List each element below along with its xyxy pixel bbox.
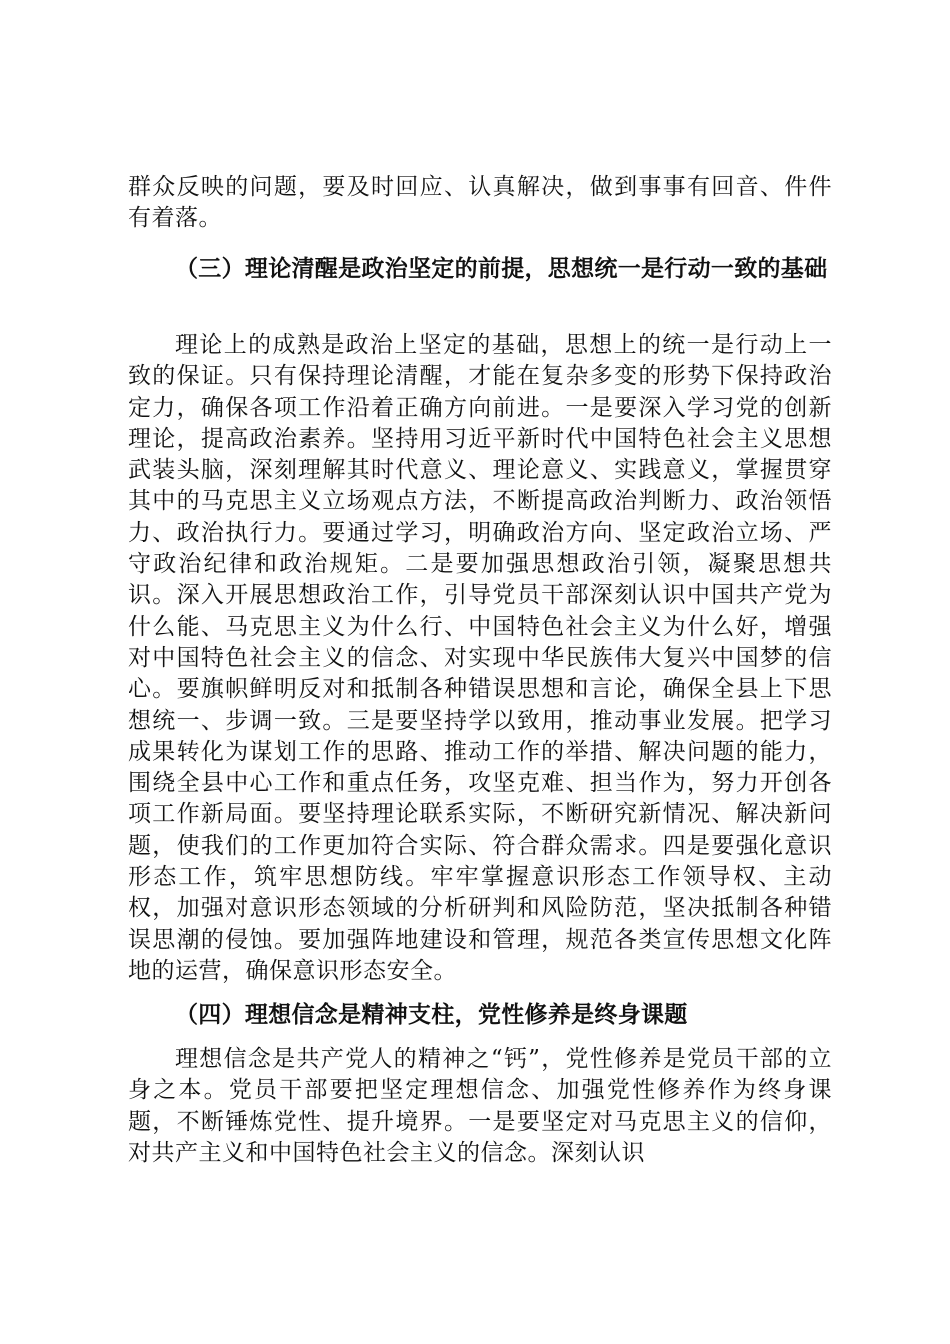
section-three-body: 理论上的成熟是政治上坚定的基础，思想上的统一是行动上一致的保证。只有保持理论清醒，才能在复杂多变的形势下保持政治定力，确保各项工作沿着正确方向前进。一是要深入学习党的创新理论，提高政治素养。坚持用习近平新时代中国特色社会主义思想武装头脑，深刻理解其时代意义、理论意义、实践意义，掌握贯穿其中的马克思主义立场观点方法，不断提高政治判断力、政治领悟力、政治执行力。要通过学习，明确政治方向、坚定政治立场、严守政治纪律和政治规矩。二是要加强思想政治引领，凝聚思想共识。深入开展思想政治工作，引导党员干部深刻认识中国共产党为什么能、马克思主义为什么行、中国特色社会主义为什么好，增强对中国特色社会主义的信念、对实现中华民族伟大复兴中国梦的信心。要旗帜鲜明反对和抵制各种错误思想和言论，确保全县上下思想统一、步调一致。三是要坚持学以致用，推动事业发展。把学习成果转化为谋划工作的思路、推动工作的举措、解决问题的能力，围绕全县中心工作和重点任务，攻坚克难、担当作为，努力开创各项工作新局面。要坚持理论联系实际，不断研究新情况、解决新问题，使我们的工作更加符合实际、符合群众需求。四是要强化意识形态工作，筑牢思想防线。牢牢掌握意识形态工作领导权、主动权，加强对意识形态领域的分析研判和风险防范，坚决抵制各种错误思潮的侵蚀。要加强阵地建设和管理，规范各类宣传思想文化阵地的运营，确保意识形态安全。 [128, 332, 832, 984]
continuation-paragraph: 群众反映的问题，要及时回应、认真解决，做到事事有回音、件件有着落。 [128, 174, 832, 232]
section-three-heading: （三）理论清醒是政治坚定的前提，思想统一是行动一致的基础 [175, 256, 828, 282]
section-four-body: 理想信念是共产党人的精神之“钙”，党性修养是党员干部的立身之本。党员干部要把坚定理想信念、加强党性修养作为终身课题，不断锤炼党性、提升境界。一是要坚定对马克思主义的信仰，对共产主义和中国特色社会主义的信念。深刻认识 [128, 1046, 832, 1166]
section-four-heading: （四）理想信念是精神支柱，党性修养是终身课题 [175, 1002, 688, 1028]
